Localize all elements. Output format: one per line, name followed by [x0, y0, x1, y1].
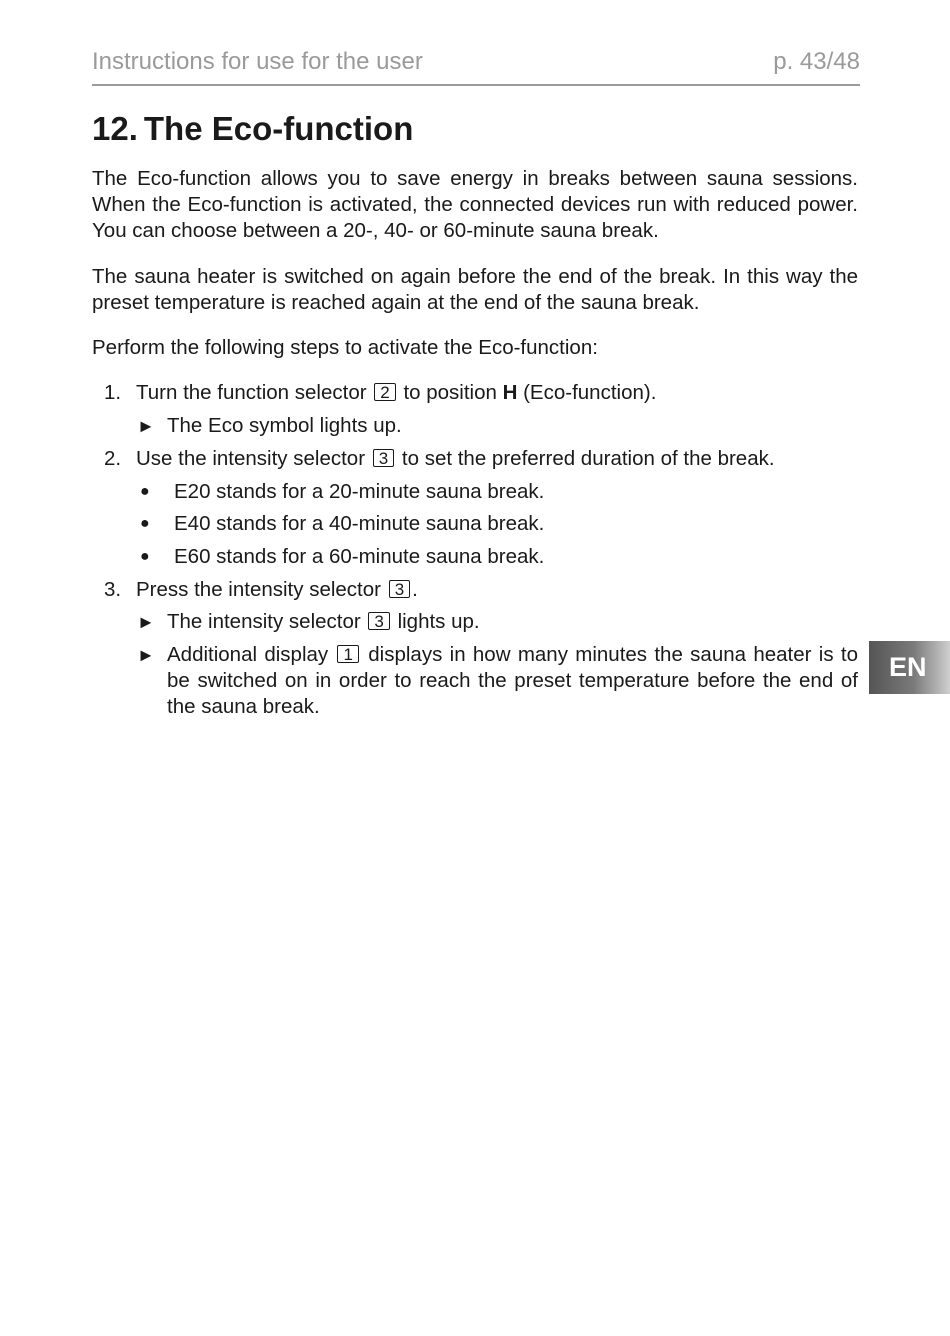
result-text	[167, 642, 858, 720]
result-text	[167, 609, 858, 635]
intro-paragraph: The Eco-function allows you to save energy in breaks between sauna sessions. When the Eco-function is activated, the connected devices run with reduced power. You can choose between a 20-, 40- or 60-minute sauna break.	[92, 167, 858, 242]
arrow-right-icon: ►	[137, 416, 155, 436]
bullet-dot-icon: ●	[140, 548, 150, 565]
step-text	[136, 577, 418, 603]
reference-box: 3	[373, 449, 394, 467]
step-number: 2.	[104, 447, 122, 470]
result-text-part: displays in how many minutes the sauna heater is to be switched on in order to reach the preset temperature before the end of the sauna break.	[167, 643, 858, 718]
page-number: p. 43/48	[773, 48, 860, 75]
bullet-dot-icon: ●	[140, 483, 150, 500]
step-text-part: Turn the function selector	[136, 381, 367, 404]
step-text-part: to set the preferred duration of the break.	[401, 447, 775, 470]
step-number: 3.	[104, 578, 122, 601]
reference-box: 2	[374, 383, 395, 401]
header-title: Instructions for use for the user	[92, 48, 423, 75]
result-text-part: The intensity selector	[167, 610, 361, 633]
reference-box: 3	[368, 612, 389, 630]
result-text-part: lights up.	[397, 610, 480, 633]
reference-box: 1	[337, 645, 358, 663]
arrow-right-icon: ►	[137, 612, 155, 632]
step-text-part: to position	[403, 381, 497, 404]
bullet-text: E20 stands for a 20-minute sauna break.	[174, 480, 545, 503]
bullet-text: E40 stands for a 40-minute sauna break.	[174, 512, 545, 535]
page-header	[92, 48, 860, 86]
step-text	[136, 446, 775, 472]
section-title: The Eco-function	[143, 110, 414, 147]
step-text-part: .	[412, 578, 418, 601]
reference-box: 3	[389, 580, 410, 598]
step-text-part: Use the intensity selector	[136, 447, 366, 470]
step-text	[136, 380, 656, 406]
bullet-dot-icon: ●	[140, 515, 150, 532]
step-text-part: Press the intensity selector	[136, 578, 381, 601]
step-text-part: (Eco-function).	[523, 381, 657, 404]
heater-paragraph: The sauna heater is switched on again before the end of the break. In this way the preset temperature is reached again at the end of the sauna break.	[92, 265, 858, 314]
steps-intro: Perform the following steps to activate the Eco-function:	[92, 336, 598, 359]
position-label: H	[502, 381, 518, 404]
language-tab: EN	[869, 641, 950, 694]
step-number: 1.	[104, 381, 122, 404]
result-text-part: Additional display	[167, 643, 329, 666]
bullet-text: E60 stands for a 60-minute sauna break.	[174, 545, 545, 568]
section-number: 12.	[92, 110, 138, 147]
section-heading	[92, 110, 413, 148]
arrow-right-icon: ►	[137, 645, 155, 665]
result-text: The Eco symbol lights up.	[167, 414, 402, 437]
